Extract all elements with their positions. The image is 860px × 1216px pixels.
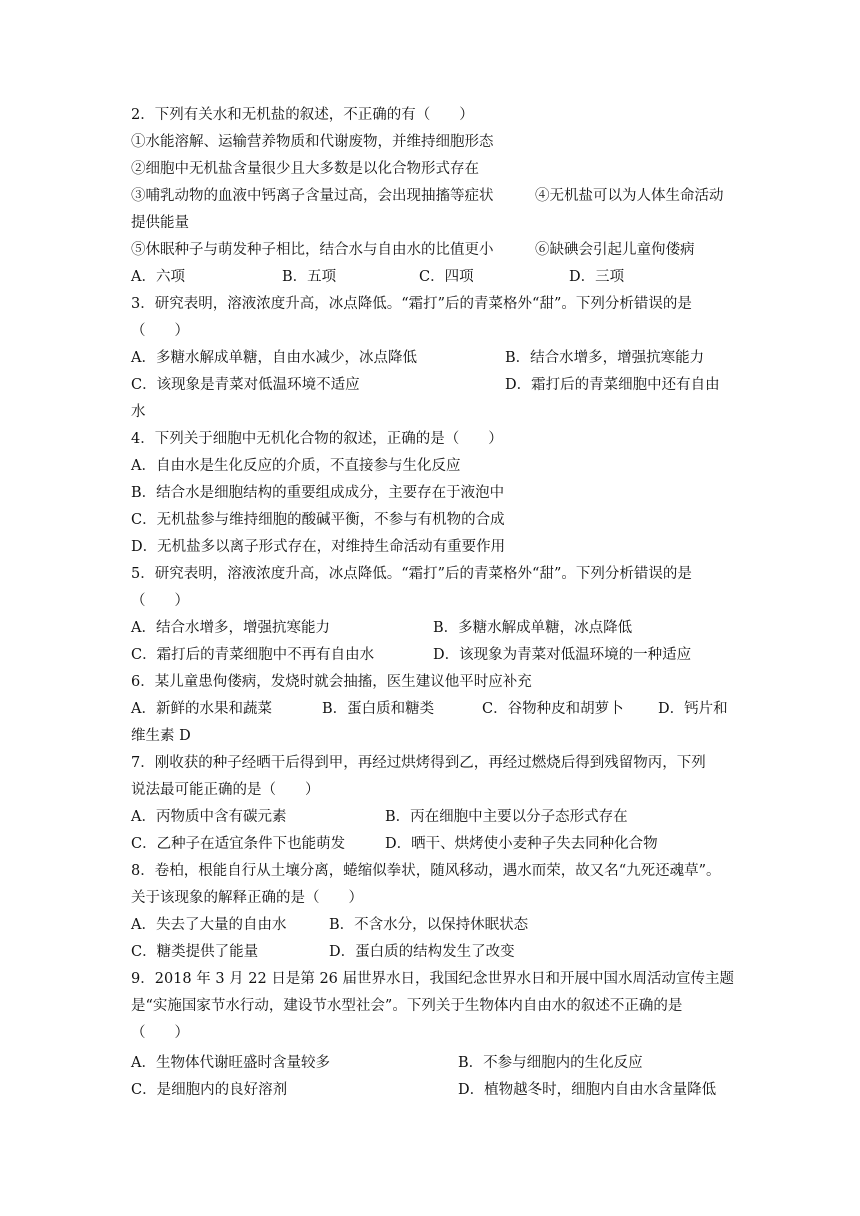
q9-stem: 9．2018 年 3 月 22 日是第 26 届世界水日，我国纪念世界水日和开展中国水周活动宣传主题 bbox=[131, 971, 735, 987]
q9-option-c[interactable]: C．是细胞内的良好溶剂 bbox=[131, 1082, 288, 1098]
q8-option-d[interactable]: D．蛋白质的结构发生了改变 bbox=[329, 944, 515, 960]
q6-option-a[interactable]: A．新鲜的水果和蔬菜 bbox=[131, 701, 272, 717]
q2-statement-row bbox=[131, 183, 731, 210]
q4-option-b[interactable]: B．结合水是细胞结构的重要组成成分，主要存在于液泡中 bbox=[131, 485, 505, 501]
q7-options-ab bbox=[131, 804, 731, 831]
q7-option-b[interactable]: B．丙在细胞中主要以分子态形式存在 bbox=[385, 809, 628, 825]
q5-stem: 5．研究表明，溶液浓度升高，冰点降低。“霜打”后的青菜格外“甜”。下列分析错误的是 bbox=[131, 566, 692, 582]
q3-option-c[interactable]: C．该现象是青菜对低温环境不适应 bbox=[131, 377, 360, 393]
q7-option-a[interactable]: A．丙物质中含有碳元素 bbox=[131, 809, 287, 825]
q5-option-a[interactable]: A．结合水增多，增强抗寒能力 bbox=[131, 620, 330, 636]
q6-options bbox=[131, 696, 731, 723]
q3-stem: 3．研究表明，溶液浓度升高，冰点降低。“霜打”后的青菜格外“甜”。下列分析错误的是 bbox=[131, 296, 692, 312]
q3-options-cd bbox=[131, 372, 731, 399]
q7-stem: 7．刚收获的种子经晒干后得到甲，再经过烘烤得到乙，再经过燃烧后得到残留物丙，下列 bbox=[131, 755, 706, 771]
q8-options-ab bbox=[131, 912, 731, 939]
q2-statement-4: ④无机盐可以为人体生命活动 bbox=[535, 188, 724, 204]
q9-options-cd bbox=[131, 1077, 731, 1104]
q2-option-a[interactable]: A．六项 bbox=[131, 269, 185, 285]
q7-stem-cont: 说法最可能正确的是（ ） bbox=[131, 782, 320, 798]
q6-stem: 6．某儿童患佝偻病，发烧时就会抽搐，医生建议他平时应补充 bbox=[131, 674, 532, 690]
q4-option-d[interactable]: D．无机盐多以离子形式存在，对维持生命活动有重要作用 bbox=[131, 539, 506, 555]
q4-stem: 4．下列关于细胞中无机化合物的叙述，正确的是（ ） bbox=[131, 431, 503, 447]
q9-answer-paren: （ ） bbox=[131, 1025, 189, 1041]
q5-options-cd bbox=[131, 642, 731, 669]
q7-option-c[interactable]: C．乙种子在适宜条件下也能萌发 bbox=[131, 836, 346, 852]
q2-option-b[interactable]: B．五项 bbox=[282, 269, 337, 285]
q8-stem-cont: 关于该现象的解释正确的是（ ） bbox=[131, 890, 363, 906]
q8-options-cd bbox=[131, 939, 731, 966]
q2-stem: 2．下列有关水和无机盐的叙述，不正确的有（ ） bbox=[131, 107, 474, 123]
q8-stem: 8．卷柏，根能自行从土壤分离，蜷缩似拳状，随风移动，遇水而荣，故又名“九死还魂草”。 bbox=[131, 863, 721, 879]
q6-option-c[interactable]: C．谷物种皮和胡萝卜 bbox=[482, 701, 624, 717]
q3-option-b[interactable]: B．结合水增多，增强抗寒能力 bbox=[505, 350, 705, 366]
q2-statement-2: ②细胞中无机盐含量很少且大多数是以化合物形式存在 bbox=[131, 161, 479, 177]
q9-stem-cont: 是“实施国家节水行动，建设节水型社会”。下列关于生物体内自由水的叙述不正确的是 bbox=[131, 998, 683, 1014]
q8-option-b[interactable]: B．不含水分，以保持休眠状态 bbox=[329, 917, 529, 933]
q9-option-d[interactable]: D．植物越冬时，细胞内自由水含量降低 bbox=[458, 1082, 717, 1098]
q5-option-b[interactable]: B．多糖水解成单糖，冰点降低 bbox=[433, 620, 633, 636]
q2-statement-3: ③哺乳动物的血液中钙离子含量过高，会出现抽搐等症状 bbox=[131, 188, 494, 204]
q2-option-d[interactable]: D．三项 bbox=[569, 269, 625, 285]
q2-statement-6: ⑥缺碘会引起儿童佝偻病 bbox=[535, 242, 695, 258]
q7-options-cd bbox=[131, 831, 731, 858]
q5-option-d[interactable]: D．该现象为青菜对低温环境的一种适应 bbox=[433, 647, 692, 663]
q2-statement-4-cont: 提供能量 bbox=[131, 215, 189, 231]
q8-option-c[interactable]: C．糖类提供了能量 bbox=[131, 944, 259, 960]
q9-option-b[interactable]: B．不参与细胞内的生化反应 bbox=[458, 1055, 643, 1071]
q3-option-d[interactable]: D．霜打后的青菜细胞中还有自由 bbox=[505, 377, 720, 393]
q2-option-c[interactable]: C．四项 bbox=[419, 269, 474, 285]
q6-option-d[interactable]: D．钙片和 bbox=[658, 701, 728, 717]
q4-option-a[interactable]: A．自由水是生化反应的介质，不直接参与生化反应 bbox=[131, 458, 461, 474]
q5-options-ab bbox=[131, 615, 731, 642]
q3-option-d-cont: 水 bbox=[131, 404, 146, 420]
q2-statement-1: ①水能溶解、运输营养物质和代谢废物，并维持细胞形态 bbox=[131, 134, 494, 150]
q5-answer-paren: （ ） bbox=[131, 593, 189, 609]
q4-option-c[interactable]: C．无机盐参与维持细胞的酸碱平衡，不参与有机物的合成 bbox=[131, 512, 505, 528]
q2-statement-5: ⑤休眠种子与萌发种子相比，结合水与自由水的比值更小 bbox=[131, 242, 494, 258]
q6-option-b[interactable]: B．蛋白质和糖类 bbox=[322, 701, 435, 717]
q2-options bbox=[131, 264, 731, 291]
q9-option-a[interactable]: A．生物体代谢旺盛时含量较多 bbox=[131, 1055, 330, 1071]
q3-answer-paren: （ ） bbox=[131, 323, 189, 339]
q5-option-c[interactable]: C．霜打后的青菜细胞中不再有自由水 bbox=[131, 647, 375, 663]
q2-statement-row-2 bbox=[131, 237, 731, 264]
q3-option-a[interactable]: A．多糖水解成单糖，自由水减少，冰点降低 bbox=[131, 350, 417, 366]
q7-option-d[interactable]: D．晒干、烘烤使小麦种子失去同种化合物 bbox=[385, 836, 658, 852]
q6-option-d-cont: 维生素 D bbox=[131, 728, 191, 744]
q8-option-a[interactable]: A．失去了大量的自由水 bbox=[131, 917, 287, 933]
q9-options-ab bbox=[131, 1050, 731, 1077]
q3-options-ab bbox=[131, 345, 731, 372]
